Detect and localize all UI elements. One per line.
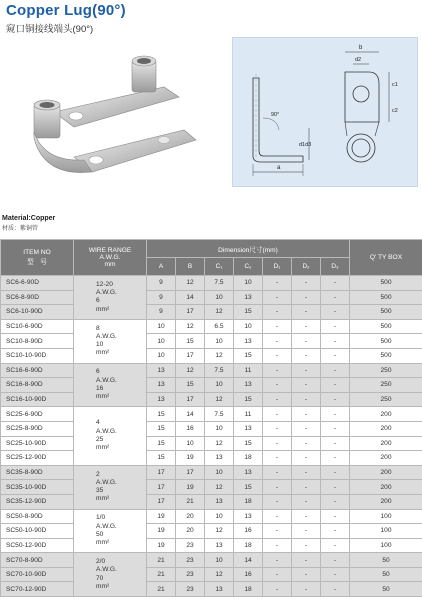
value-cell: 13 <box>234 509 263 524</box>
value-cell: 19 <box>176 451 205 466</box>
value-cell: 500 <box>350 319 422 334</box>
value-cell: - <box>321 378 350 393</box>
value-cell: 21 <box>147 553 176 568</box>
item-no-cell: SC25-8-90D <box>1 421 74 436</box>
item-no-cell: SC70-10-90D <box>1 567 74 582</box>
value-cell: 500 <box>350 348 422 363</box>
wire-range-line: A.W.G. <box>96 376 117 384</box>
value-cell: - <box>321 305 350 320</box>
col-header-c2: C₂ <box>234 258 263 276</box>
wire-range-line: 25 <box>96 436 104 444</box>
value-cell: 200 <box>350 465 422 480</box>
item-no-cell: SC10-8-90D <box>1 334 74 349</box>
table-row <box>1 319 422 334</box>
table-row <box>1 509 422 524</box>
value-cell: 500 <box>350 276 422 291</box>
value-cell: 15 <box>234 305 263 320</box>
value-cell: - <box>321 392 350 407</box>
table-row <box>1 582 422 597</box>
product-photo <box>14 42 200 197</box>
value-cell: 20 <box>176 509 205 524</box>
value-cell: 12 <box>176 319 205 334</box>
value-cell: 10 <box>147 334 176 349</box>
value-cell: 14 <box>176 407 205 422</box>
value-cell: - <box>263 363 292 378</box>
value-cell: 100 <box>350 538 422 553</box>
item-no-cell: SC35-10-90D <box>1 480 74 495</box>
value-cell: - <box>292 494 321 509</box>
value-cell: - <box>321 363 350 378</box>
value-cell: 13 <box>147 378 176 393</box>
table-row <box>1 305 422 320</box>
value-cell: 200 <box>350 436 422 451</box>
value-cell: 17 <box>176 305 205 320</box>
item-no-cell: SC10-10-90D <box>1 348 74 363</box>
value-cell: - <box>263 348 292 363</box>
wire-range-line: mm² <box>96 582 110 590</box>
value-cell: 13 <box>205 582 234 597</box>
value-cell: - <box>321 509 350 524</box>
value-cell: - <box>321 276 350 291</box>
value-cell: 13 <box>205 451 234 466</box>
wire-range-line: 8 <box>96 324 100 332</box>
wire-range-line: 6 <box>96 368 100 376</box>
value-cell: 13 <box>147 363 176 378</box>
value-cell: - <box>263 465 292 480</box>
wire-range-line: 12-20 <box>96 280 113 288</box>
col-header-qty: Q' TY BOX <box>350 240 422 276</box>
wire-range-line: 6 <box>96 297 100 305</box>
item-no-cell: SC16-10-90D <box>1 392 74 407</box>
item-no-cell: SC25-12-90D <box>1 451 74 466</box>
wire-range-line: mm² <box>96 349 110 357</box>
value-cell: 17 <box>176 348 205 363</box>
dim-c2-label: c2 <box>392 108 398 114</box>
value-cell: 10 <box>234 276 263 291</box>
value-cell: 14 <box>234 553 263 568</box>
value-cell: 15 <box>176 378 205 393</box>
value-cell: 13 <box>234 465 263 480</box>
value-cell: 9 <box>147 305 176 320</box>
value-cell: - <box>263 480 292 495</box>
value-cell: - <box>292 451 321 466</box>
value-cell: - <box>321 582 350 597</box>
wire-range-line: A.W.G. <box>96 289 117 297</box>
value-cell: - <box>263 319 292 334</box>
wire-range-line: mm² <box>96 444 110 452</box>
value-cell: - <box>263 524 292 539</box>
value-cell: 100 <box>350 509 422 524</box>
spec-table <box>0 239 422 597</box>
wire-range-line: 1/0 <box>96 514 106 522</box>
value-cell: 17 <box>176 392 205 407</box>
value-cell: 10 <box>205 334 234 349</box>
value-cell: - <box>321 524 350 539</box>
value-cell: 10 <box>205 290 234 305</box>
item-no-cell: SC50-10-90D <box>1 524 74 539</box>
value-cell: - <box>292 567 321 582</box>
value-cell: 20 <box>176 524 205 539</box>
wire-range-line: A.W.G. <box>96 522 117 530</box>
value-cell: - <box>263 436 292 451</box>
value-cell: - <box>292 582 321 597</box>
value-cell: - <box>263 421 292 436</box>
value-cell: 19 <box>176 480 205 495</box>
wire-range-line: 2/0 <box>96 558 106 566</box>
value-cell: 15 <box>234 436 263 451</box>
item-no-cell: SC50-12-90D <box>1 538 74 553</box>
value-cell: 10 <box>234 319 263 334</box>
value-cell: - <box>321 290 350 305</box>
wire-range-line: 35 <box>96 487 104 495</box>
technical-drawing <box>232 37 418 187</box>
item-no-cell: SC25-10-90D <box>1 436 74 451</box>
value-cell: 18 <box>234 538 263 553</box>
value-cell: - <box>292 538 321 553</box>
value-cell: 9 <box>147 290 176 305</box>
value-cell: 19 <box>147 524 176 539</box>
table-row <box>1 436 422 451</box>
col-header-a: A <box>147 258 176 276</box>
value-cell: 15 <box>176 334 205 349</box>
value-cell: 15 <box>147 451 176 466</box>
value-cell: - <box>321 553 350 568</box>
lug-dimension-drawing <box>233 38 419 188</box>
wire-range-cell <box>74 509 147 553</box>
value-cell: - <box>292 319 321 334</box>
table-row <box>1 407 422 422</box>
value-cell: - <box>321 319 350 334</box>
wire-range-line: 2 <box>96 470 100 478</box>
value-cell: - <box>292 305 321 320</box>
item-no-cell: SC6-6-90D <box>1 276 74 291</box>
value-cell: 10 <box>176 436 205 451</box>
table-row <box>1 378 422 393</box>
value-cell: - <box>292 392 321 407</box>
value-cell: 200 <box>350 407 422 422</box>
value-cell: - <box>292 363 321 378</box>
value-cell: - <box>292 509 321 524</box>
col-header-b: B <box>176 258 205 276</box>
value-cell: 12 <box>205 348 234 363</box>
value-cell: 21 <box>176 494 205 509</box>
value-cell: - <box>321 494 350 509</box>
wire-range-line: 4 <box>96 419 100 427</box>
table-row <box>1 334 422 349</box>
value-cell: 10 <box>205 553 234 568</box>
copper-lug-photo-image <box>14 42 200 197</box>
value-cell: 12 <box>205 436 234 451</box>
value-cell: 14 <box>176 290 205 305</box>
wire-range-line: A.W.G. <box>96 478 117 486</box>
value-cell: 13 <box>147 392 176 407</box>
value-cell: 23 <box>176 553 205 568</box>
table-row <box>1 421 422 436</box>
col-header-wire-range: WIRE RANGE A.W.G. mm <box>74 240 147 276</box>
value-cell: - <box>292 480 321 495</box>
value-cell: 15 <box>147 421 176 436</box>
value-cell: - <box>263 567 292 582</box>
value-cell: 250 <box>350 378 422 393</box>
wire-range-cell <box>74 319 147 363</box>
wire-range-line: mm² <box>96 495 110 503</box>
value-cell: 200 <box>350 480 422 495</box>
wire-range-line: A.W.G. <box>96 566 117 574</box>
value-cell: 100 <box>350 524 422 539</box>
value-cell: 7.5 <box>205 276 234 291</box>
value-cell: - <box>263 553 292 568</box>
value-cell: - <box>292 421 321 436</box>
value-cell: 13 <box>234 334 263 349</box>
col-header-d2: D₂ <box>292 258 321 276</box>
item-no-cell: SC35-12-90D <box>1 494 74 509</box>
value-cell: - <box>263 334 292 349</box>
value-cell: 12 <box>205 480 234 495</box>
value-cell: - <box>321 334 350 349</box>
wire-range-line: A.W.G. <box>96 427 117 435</box>
value-cell: 16 <box>234 524 263 539</box>
value-cell: - <box>263 392 292 407</box>
value-cell: - <box>263 509 292 524</box>
item-no-cell: SC16-8-90D <box>1 378 74 393</box>
value-cell: - <box>321 480 350 495</box>
value-cell: 15 <box>234 480 263 495</box>
value-cell: 10 <box>147 319 176 334</box>
value-cell: 17 <box>147 494 176 509</box>
wire-range-cell <box>74 553 147 597</box>
value-cell: 12 <box>205 392 234 407</box>
wire-range-cell <box>74 407 147 465</box>
value-cell: 15 <box>234 348 263 363</box>
material-label: Material:Copper <box>2 215 56 222</box>
value-cell: 13 <box>205 538 234 553</box>
value-cell: 250 <box>350 392 422 407</box>
col-header-dimension: Dimension尺寸(mm) <box>147 240 350 258</box>
col-header-c1: C₁ <box>205 258 234 276</box>
wire-range-line: 10 <box>96 341 104 349</box>
value-cell: 500 <box>350 290 422 305</box>
value-cell: 15 <box>147 436 176 451</box>
dim-a-label: a <box>277 165 281 171</box>
value-cell: 500 <box>350 334 422 349</box>
wire-range-line: 16 <box>96 384 104 392</box>
value-cell: 17 <box>147 480 176 495</box>
wire-range-line: mm² <box>96 305 110 313</box>
value-cell: - <box>292 348 321 363</box>
item-no-cell: SC35-8-90D <box>1 465 74 480</box>
value-cell: - <box>292 436 321 451</box>
table-row <box>1 465 422 480</box>
value-cell: - <box>321 348 350 363</box>
table-row <box>1 290 422 305</box>
value-cell: 18 <box>234 451 263 466</box>
dim-c1-label: c1 <box>392 82 398 88</box>
value-cell: - <box>321 407 350 422</box>
wire-range-line: mm² <box>96 539 110 547</box>
item-no-cell: SC70-12-90D <box>1 582 74 597</box>
value-cell: 10 <box>205 509 234 524</box>
wire-range-line: 50 <box>96 530 104 538</box>
dim-d1d3-label: d1d3 <box>299 142 312 148</box>
wire-range-line: A.W.G. <box>96 332 117 340</box>
wire-range-cell <box>74 276 147 320</box>
value-cell: 50 <box>350 553 422 568</box>
value-cell: 12 <box>176 276 205 291</box>
angle-label: 90° <box>271 112 280 118</box>
value-cell: - <box>263 378 292 393</box>
value-cell: - <box>321 465 350 480</box>
table-row <box>1 480 422 495</box>
value-cell: 10 <box>205 421 234 436</box>
value-cell: 13 <box>234 290 263 305</box>
value-cell: - <box>263 276 292 291</box>
value-cell: 16 <box>234 567 263 582</box>
value-cell: 7.5 <box>205 363 234 378</box>
value-cell: 10 <box>205 465 234 480</box>
item-no-cell: SC70-8-90D <box>1 553 74 568</box>
value-cell: 21 <box>147 582 176 597</box>
value-cell: - <box>263 582 292 597</box>
wire-range-cell <box>74 465 147 509</box>
value-cell: 19 <box>147 538 176 553</box>
table-row <box>1 538 422 553</box>
value-cell: - <box>263 407 292 422</box>
value-cell: 23 <box>176 582 205 597</box>
dim-d2-label: d2 <box>355 57 362 63</box>
value-cell: - <box>292 334 321 349</box>
value-cell: 500 <box>350 305 422 320</box>
value-cell: 50 <box>350 567 422 582</box>
value-cell: 13 <box>234 378 263 393</box>
value-cell: - <box>292 276 321 291</box>
value-cell: - <box>321 436 350 451</box>
table-row <box>1 363 422 378</box>
value-cell: - <box>292 378 321 393</box>
value-cell: - <box>321 421 350 436</box>
value-cell: 9 <box>147 276 176 291</box>
value-cell: 18 <box>234 494 263 509</box>
table-row <box>1 276 422 291</box>
page-title: Copper Lug(90°) <box>6 2 126 19</box>
value-cell: - <box>292 553 321 568</box>
value-cell: - <box>321 567 350 582</box>
value-cell: 200 <box>350 494 422 509</box>
col-header-d3: D₃ <box>321 258 350 276</box>
dim-b-label: b <box>359 45 363 51</box>
value-cell: - <box>321 451 350 466</box>
value-cell: - <box>263 538 292 553</box>
value-cell: 11 <box>234 407 263 422</box>
value-cell: - <box>263 494 292 509</box>
value-cell: - <box>263 305 292 320</box>
value-cell: 11 <box>234 363 263 378</box>
value-cell: 12 <box>205 567 234 582</box>
value-cell: 23 <box>176 567 205 582</box>
item-no-cell: SC50-8-90D <box>1 509 74 524</box>
item-no-cell: SC10-6-90D <box>1 319 74 334</box>
wire-range-line: 70 <box>96 574 104 582</box>
value-cell: 10 <box>147 348 176 363</box>
value-cell: 200 <box>350 421 422 436</box>
value-cell: - <box>292 465 321 480</box>
value-cell: 15 <box>147 407 176 422</box>
value-cell: 50 <box>350 582 422 597</box>
value-cell: 7.5 <box>205 407 234 422</box>
value-cell: - <box>263 451 292 466</box>
value-cell: 250 <box>350 363 422 378</box>
table-row <box>1 451 422 466</box>
value-cell: 18 <box>234 582 263 597</box>
value-cell: - <box>292 407 321 422</box>
item-no-cell: SC6-10-90D <box>1 305 74 320</box>
value-cell: 12 <box>205 524 234 539</box>
col-header-item: ITEM NO 型 号 <box>1 240 74 276</box>
value-cell: 12 <box>176 363 205 378</box>
value-cell: 10 <box>205 378 234 393</box>
table-row <box>1 524 422 539</box>
value-cell: - <box>263 290 292 305</box>
value-cell: - <box>292 524 321 539</box>
table-row <box>1 392 422 407</box>
table-row <box>1 567 422 582</box>
page-subtitle: 窥口铜接线端头(90°) <box>6 24 94 35</box>
item-no-cell: SC6-8-90D <box>1 290 74 305</box>
value-cell: 17 <box>176 465 205 480</box>
value-cell: 23 <box>176 538 205 553</box>
wire-range-cell <box>74 363 147 407</box>
item-no-cell: SC16-6-90D <box>1 363 74 378</box>
value-cell: 13 <box>205 494 234 509</box>
value-cell: 13 <box>234 421 263 436</box>
value-cell: 200 <box>350 451 422 466</box>
table-row <box>1 553 422 568</box>
value-cell: 19 <box>147 509 176 524</box>
item-no-cell: SC25-6-90D <box>1 407 74 422</box>
material-label-cn: 材质：紫铜管 <box>2 226 39 232</box>
value-cell: - <box>321 538 350 553</box>
value-cell: 21 <box>147 567 176 582</box>
value-cell: 15 <box>234 392 263 407</box>
value-cell: 16 <box>176 421 205 436</box>
table-row <box>1 494 422 509</box>
col-header-d1: D₁ <box>263 258 292 276</box>
table-row <box>1 348 422 363</box>
wire-range-line: mm² <box>96 393 110 401</box>
value-cell: - <box>292 290 321 305</box>
value-cell: 12 <box>205 305 234 320</box>
value-cell: 17 <box>147 465 176 480</box>
value-cell: 6.5 <box>205 319 234 334</box>
